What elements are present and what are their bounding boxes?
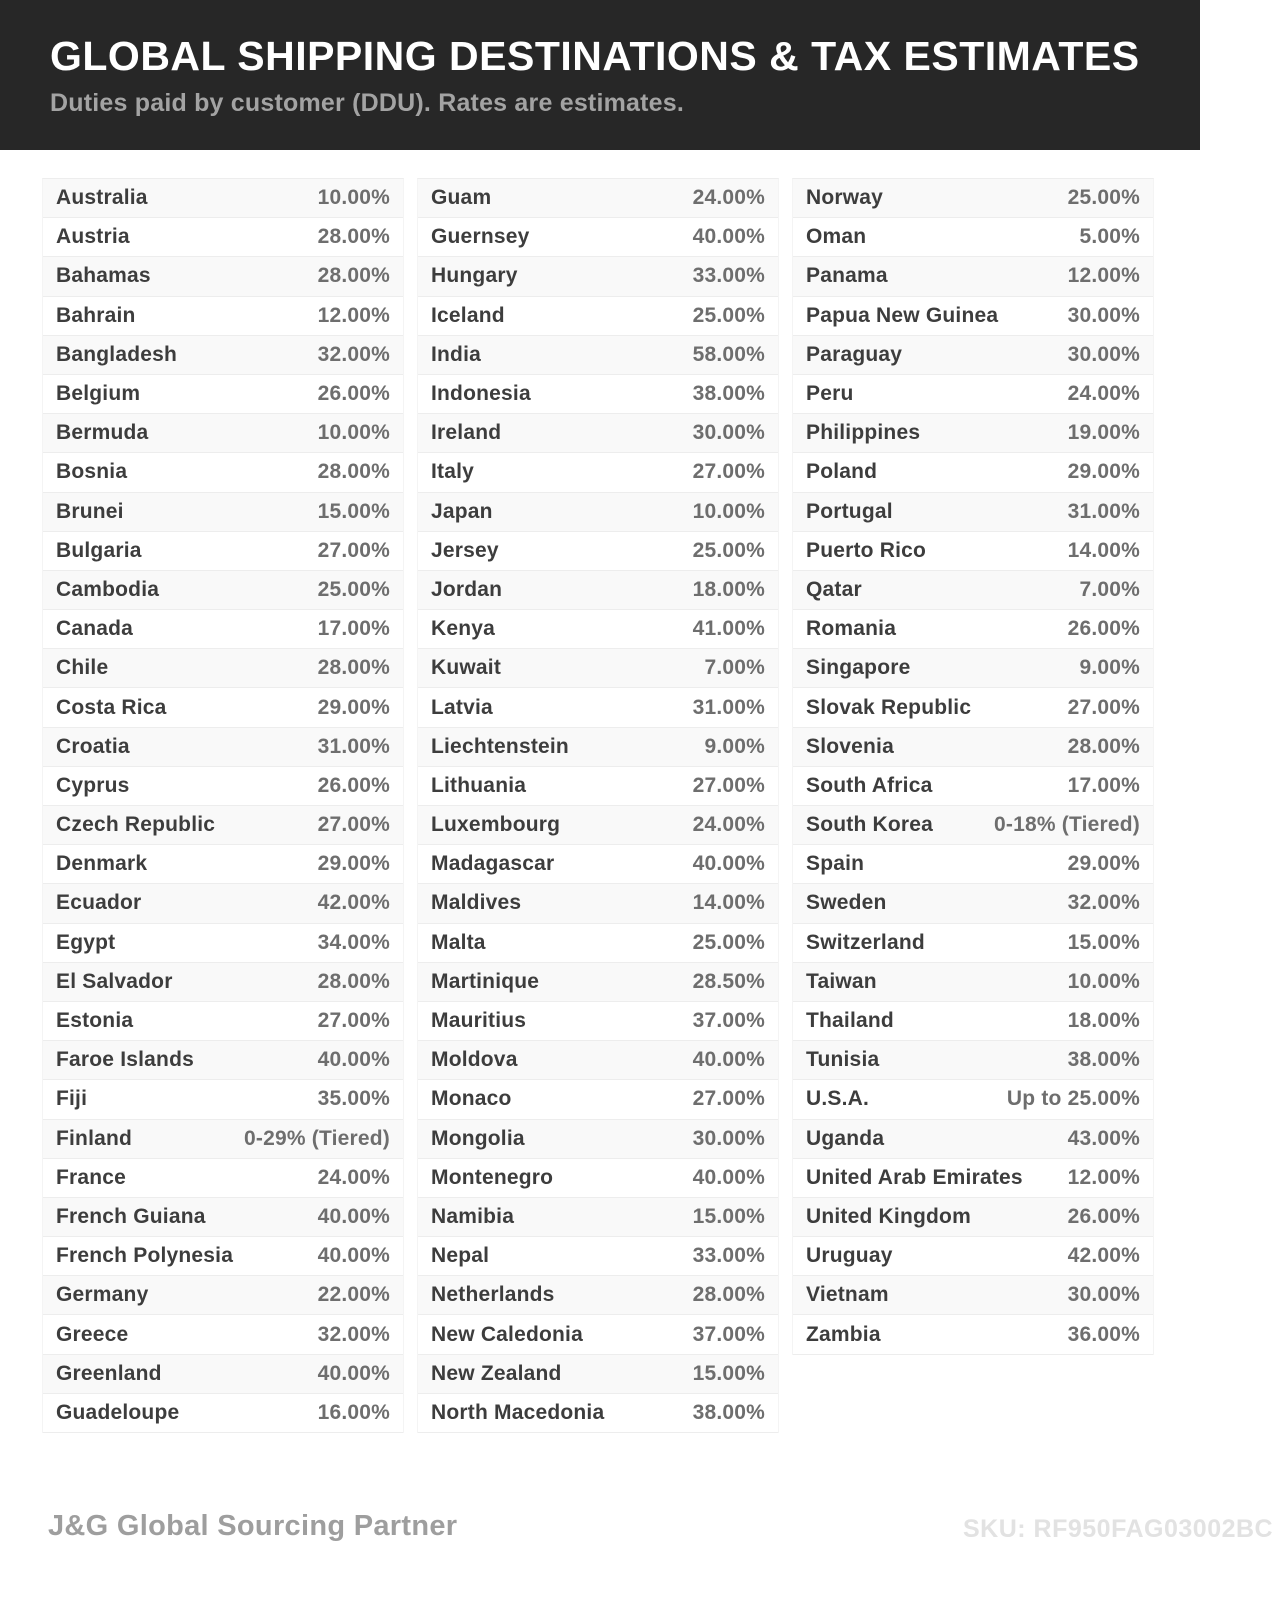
table-row: [418, 1198, 778, 1237]
table-row: [793, 963, 1153, 1002]
country-name: Costa Rica: [56, 695, 167, 719]
tax-rate-value: 41.00%: [692, 617, 765, 641]
country-name: Kuwait: [431, 656, 502, 680]
country-name: Cyprus: [56, 773, 130, 797]
country-name: Papua New Guinea: [806, 303, 999, 327]
country-name: Nepal: [431, 1244, 490, 1268]
tax-rate-value: 40.00%: [692, 225, 765, 249]
table-row: [43, 884, 403, 923]
table-row: [418, 414, 778, 453]
tax-rate-value: 17.00%: [1067, 773, 1140, 797]
page-header: [0, 0, 1200, 150]
country-name: Guadeloupe: [56, 1400, 180, 1424]
tax-rate-value: 24.00%: [692, 186, 765, 210]
table-row: [793, 1159, 1153, 1198]
tax-rate-value: 38.00%: [1067, 1048, 1140, 1072]
table-row: [43, 532, 403, 571]
country-name: Panama: [806, 264, 888, 288]
tax-rate-value: 40.00%: [317, 1244, 390, 1268]
country-name: Peru: [806, 382, 854, 406]
table-row: [43, 336, 403, 375]
tax-rate-value: 58.00%: [692, 342, 765, 366]
table-row: [793, 218, 1153, 257]
country-name: Denmark: [56, 852, 148, 876]
tax-rate-value: 30.00%: [692, 1126, 765, 1150]
tax-rate-value: 12.00%: [317, 303, 390, 327]
table-row: [418, 179, 778, 218]
country-name: Egypt: [56, 930, 116, 954]
table-row: [418, 845, 778, 884]
tax-rate-value: 30.00%: [1067, 303, 1140, 327]
country-name: Slovenia: [806, 734, 894, 758]
country-name: Paraguay: [806, 342, 903, 366]
country-name: Philippines: [806, 421, 921, 445]
tax-rate-value: 15.00%: [692, 1361, 765, 1385]
tax-rate-value: 29.00%: [1067, 852, 1140, 876]
country-name: Netherlands: [431, 1283, 555, 1307]
tax-rate-value: 25.00%: [692, 303, 765, 327]
table-row: [793, 845, 1153, 884]
table-row: [418, 453, 778, 492]
brand-name: J&G Global Sourcing Partner: [48, 1510, 458, 1542]
tax-rate-value: 27.00%: [692, 1087, 765, 1111]
table-row: [43, 1355, 403, 1394]
tax-rate-value: 40.00%: [317, 1361, 390, 1385]
tax-rate-value: 37.00%: [692, 1322, 765, 1346]
table-row: [793, 767, 1153, 806]
tax-rate-value: 28.00%: [317, 969, 390, 993]
country-name: Namibia: [431, 1204, 515, 1228]
table-row: [43, 610, 403, 649]
table-row: [43, 1080, 403, 1119]
country-name: Luxembourg: [431, 813, 561, 837]
tax-rate-value: 15.00%: [317, 499, 390, 523]
country-name: Bulgaria: [56, 538, 142, 562]
country-name: Indonesia: [431, 382, 531, 406]
tax-rate-value: 32.00%: [317, 1322, 390, 1346]
tax-rate-value: 27.00%: [1067, 695, 1140, 719]
country-name: Hungary: [431, 264, 518, 288]
tax-rate-value: 30.00%: [1067, 1283, 1140, 1307]
table-row: [43, 297, 403, 336]
table-row: [43, 1237, 403, 1276]
tax-rate-value: 40.00%: [317, 1204, 390, 1228]
country-name: Czech Republic: [56, 813, 216, 837]
table-row: [793, 610, 1153, 649]
tax-rate-value: 24.00%: [317, 1165, 390, 1189]
tax-rate-value: 40.00%: [692, 1048, 765, 1072]
page-subtitle: Duties paid by customer (DDU). Rates are estimates.: [50, 89, 685, 118]
table-row: [418, 1159, 778, 1198]
table-row: [793, 1315, 1153, 1354]
tax-rate-value: 26.00%: [317, 773, 390, 797]
tax-rate-value: 24.00%: [692, 813, 765, 837]
country-name: North Macedonia: [431, 1400, 605, 1424]
country-name: Moldova: [431, 1048, 518, 1072]
tax-rate-value: 25.00%: [692, 930, 765, 954]
table-row: [418, 688, 778, 727]
table-row: [43, 414, 403, 453]
country-name: United Arab Emirates: [806, 1165, 1023, 1189]
country-name: Mauritius: [431, 1009, 527, 1033]
tax-rate-value: 5.00%: [1079, 225, 1140, 249]
tax-rate-value: 28.00%: [1067, 734, 1140, 758]
tax-rate-value: 29.00%: [317, 852, 390, 876]
tax-rate-value: 40.00%: [692, 1165, 765, 1189]
table-row: [793, 493, 1153, 532]
tax-rate-value: 9.00%: [1079, 656, 1140, 680]
table-row: [793, 806, 1153, 845]
tax-rate-value: 27.00%: [317, 538, 390, 562]
table-row: [793, 1002, 1153, 1041]
tax-rate-value: 0-29% (Tiered): [244, 1126, 390, 1150]
tax-rate-value: 10.00%: [317, 186, 390, 210]
tax-rate-value: 15.00%: [1067, 930, 1140, 954]
country-name: Bermuda: [56, 421, 149, 445]
table-row: [793, 1041, 1153, 1080]
tax-rate-value: 15.00%: [692, 1204, 765, 1228]
country-name: Canada: [56, 617, 134, 641]
country-name: Tunisia: [806, 1048, 880, 1072]
table-row: [43, 218, 403, 257]
tax-rate-value: 7.00%: [1079, 577, 1140, 601]
country-name: Bangladesh: [56, 342, 178, 366]
table-column-2: [417, 178, 779, 1433]
country-name: Malta: [431, 930, 486, 954]
table-row: [418, 1080, 778, 1119]
tax-rate-value: 38.00%: [692, 382, 765, 406]
country-name: Taiwan: [806, 969, 877, 993]
tax-rate-value: 18.00%: [1067, 1009, 1140, 1033]
table-row: [43, 179, 403, 218]
table-row: [418, 532, 778, 571]
tax-rate-value: 26.00%: [1067, 1204, 1140, 1228]
country-name: Lithuania: [431, 773, 527, 797]
table-row: [418, 806, 778, 845]
table-row: [43, 1315, 403, 1354]
tax-rate-value: 24.00%: [1067, 382, 1140, 406]
country-name: Slovak Republic: [806, 695, 972, 719]
tax-rate-value: 16.00%: [317, 1400, 390, 1424]
table-row: [793, 1276, 1153, 1315]
country-name: Ecuador: [56, 891, 142, 915]
tax-rate-value: 28.00%: [317, 264, 390, 288]
table-row: [418, 375, 778, 414]
table-row: [43, 257, 403, 296]
table-row: [793, 414, 1153, 453]
tax-rate-value: 30.00%: [692, 421, 765, 445]
country-name: Bahamas: [56, 264, 151, 288]
country-name: Poland: [806, 460, 878, 484]
tax-rate-value: 12.00%: [1067, 1165, 1140, 1189]
table-row: [418, 1237, 778, 1276]
tax-rate-value: 31.00%: [692, 695, 765, 719]
table-row: [418, 297, 778, 336]
table-column-3: [792, 178, 1154, 1355]
table-row: [418, 571, 778, 610]
tax-rate-value: 42.00%: [317, 891, 390, 915]
table-row: [43, 728, 403, 767]
country-name: Monaco: [431, 1087, 512, 1111]
country-name: Thailand: [806, 1009, 894, 1033]
table-row: [418, 610, 778, 649]
table-row: [793, 1080, 1153, 1119]
tax-rate-value: 25.00%: [692, 538, 765, 562]
tax-rate-value: 33.00%: [692, 1244, 765, 1268]
tax-rate-value: Up to 25.00%: [1006, 1087, 1140, 1111]
table-row: [418, 493, 778, 532]
country-name: Oman: [806, 225, 867, 249]
country-name: Croatia: [56, 734, 130, 758]
country-name: Iceland: [431, 303, 505, 327]
country-name: El Salvador: [56, 969, 173, 993]
country-name: Vietnam: [806, 1283, 889, 1307]
country-name: Faroe Islands: [56, 1048, 194, 1072]
country-name: Switzerland: [806, 930, 925, 954]
table-row: [793, 924, 1153, 963]
table-row: [793, 728, 1153, 767]
tax-rate-value: 43.00%: [1067, 1126, 1140, 1150]
tax-rate-value: 28.00%: [317, 656, 390, 680]
country-name: South Korea: [806, 813, 934, 837]
table-row: [43, 453, 403, 492]
country-name: Sweden: [806, 891, 887, 915]
table-row: [43, 1159, 403, 1198]
table-row: [43, 493, 403, 532]
country-name: Spain: [806, 852, 865, 876]
tax-rate-value: 14.00%: [1067, 538, 1140, 562]
tax-rate-value: 32.00%: [317, 342, 390, 366]
tax-rate-value: 19.00%: [1067, 421, 1140, 445]
country-name: New Zealand: [431, 1361, 562, 1385]
country-name: Greece: [56, 1322, 129, 1346]
country-name: Greenland: [56, 1361, 162, 1385]
table-row: [793, 1198, 1153, 1237]
tax-rate-value: 10.00%: [317, 421, 390, 445]
tax-rate-value: 28.50%: [692, 969, 765, 993]
table-row: [418, 924, 778, 963]
tax-rate-value: 26.00%: [1067, 617, 1140, 641]
table-row: [43, 1394, 403, 1433]
country-name: Cambodia: [56, 577, 160, 601]
table-row: [418, 1394, 778, 1433]
country-name: French Polynesia: [56, 1244, 234, 1268]
country-name: Guam: [431, 186, 492, 210]
tax-rate-value: 42.00%: [1067, 1244, 1140, 1268]
table-column-1: [42, 178, 404, 1433]
country-name: Jordan: [431, 577, 503, 601]
tax-rate-value: 40.00%: [692, 852, 765, 876]
country-name: Mongolia: [431, 1126, 525, 1150]
tax-rate-value: 10.00%: [1067, 969, 1140, 993]
country-name: Chile: [56, 656, 109, 680]
table-row: [793, 257, 1153, 296]
country-name: Madagascar: [431, 852, 555, 876]
table-row: [418, 1355, 778, 1394]
table-row: [793, 375, 1153, 414]
country-name: United Kingdom: [806, 1204, 971, 1228]
country-name: Puerto Rico: [806, 538, 927, 562]
tax-rate-value: 0-18% (Tiered): [994, 813, 1140, 837]
table-row: [418, 1120, 778, 1159]
table-row: [793, 688, 1153, 727]
country-name: French Guiana: [56, 1204, 206, 1228]
tax-rate-table: [42, 178, 1154, 1433]
country-name: Jersey: [431, 538, 499, 562]
table-row: [418, 336, 778, 375]
table-row: [793, 453, 1153, 492]
table-row: [418, 728, 778, 767]
table-row: [43, 1198, 403, 1237]
tax-rate-value: 34.00%: [317, 930, 390, 954]
table-row: [418, 1276, 778, 1315]
tax-rate-value: 25.00%: [317, 577, 390, 601]
table-row: [418, 649, 778, 688]
tax-rate-value: 26.00%: [317, 382, 390, 406]
tax-rate-value: 40.00%: [317, 1048, 390, 1072]
tax-rate-value: 7.00%: [704, 656, 765, 680]
country-name: Ireland: [431, 421, 502, 445]
country-name: Bahrain: [56, 303, 136, 327]
tax-rate-value: 33.00%: [692, 264, 765, 288]
tax-rate-value: 12.00%: [1067, 264, 1140, 288]
table-row: [43, 649, 403, 688]
country-name: Kenya: [431, 617, 496, 641]
tax-rate-value: 27.00%: [317, 1009, 390, 1033]
tax-rate-value: 18.00%: [692, 577, 765, 601]
country-name: Qatar: [806, 577, 862, 601]
table-row: [418, 218, 778, 257]
table-row: [43, 375, 403, 414]
table-row: [418, 963, 778, 1002]
country-name: Romania: [806, 617, 897, 641]
country-name: Brunei: [56, 499, 124, 523]
tax-rate-value: 29.00%: [1067, 460, 1140, 484]
tax-rate-value: 29.00%: [317, 695, 390, 719]
tax-rate-value: 28.00%: [317, 225, 390, 249]
country-name: Montenegro: [431, 1165, 554, 1189]
table-row: [418, 884, 778, 923]
country-name: Belgium: [56, 382, 141, 406]
table-row: [43, 1276, 403, 1315]
country-name: Bosnia: [56, 460, 128, 484]
table-row: [418, 1002, 778, 1041]
table-row: [793, 649, 1153, 688]
tax-rate-value: 28.00%: [692, 1283, 765, 1307]
tax-rate-value: 22.00%: [317, 1283, 390, 1307]
country-name: India: [431, 342, 482, 366]
tax-rate-value: 35.00%: [317, 1087, 390, 1111]
country-name: Estonia: [56, 1009, 134, 1033]
country-name: Singapore: [806, 656, 911, 680]
country-name: South Africa: [806, 773, 933, 797]
table-row: [793, 336, 1153, 375]
table-row: [43, 845, 403, 884]
table-row: [43, 963, 403, 1002]
table-row: [793, 179, 1153, 218]
table-row: [418, 767, 778, 806]
tax-rate-value: 36.00%: [1067, 1322, 1140, 1346]
country-name: Uruguay: [806, 1244, 893, 1268]
table-row: [43, 924, 403, 963]
tax-rate-value: 31.00%: [1067, 499, 1140, 523]
tax-rate-value: 32.00%: [1067, 891, 1140, 915]
country-name: Latvia: [431, 695, 493, 719]
country-name: Liechtenstein: [431, 734, 569, 758]
table-row: [43, 571, 403, 610]
table-row: [793, 297, 1153, 336]
table-row: [43, 767, 403, 806]
tax-rate-value: 27.00%: [317, 813, 390, 837]
tax-rate-value: 9.00%: [704, 734, 765, 758]
country-name: U.S.A.: [806, 1087, 870, 1111]
tax-rate-value: 17.00%: [317, 617, 390, 641]
table-row: [418, 257, 778, 296]
tax-rate-value: 38.00%: [692, 1400, 765, 1424]
country-name: New Caledonia: [431, 1322, 583, 1346]
tax-rate-value: 30.00%: [1067, 342, 1140, 366]
tax-rate-value: 10.00%: [692, 499, 765, 523]
tax-rate-value: 14.00%: [692, 891, 765, 915]
tax-rate-value: 31.00%: [317, 734, 390, 758]
table-row: [43, 1041, 403, 1080]
tax-rate-value: 37.00%: [692, 1009, 765, 1033]
tax-rate-value: 27.00%: [692, 773, 765, 797]
country-name: Martinique: [431, 969, 540, 993]
country-name: Uganda: [806, 1126, 885, 1150]
sku-label: SKU: RF950FAG03002BC: [963, 1515, 1273, 1543]
table-row: [418, 1315, 778, 1354]
country-name: Portugal: [806, 499, 893, 523]
country-name: Finland: [56, 1126, 133, 1150]
country-name: Zambia: [806, 1322, 881, 1346]
country-name: Australia: [56, 186, 148, 210]
table-row: [43, 1002, 403, 1041]
table-row: [418, 1041, 778, 1080]
table-row: [793, 1120, 1153, 1159]
table-row: [43, 1120, 403, 1159]
table-row: [793, 571, 1153, 610]
page-title: GLOBAL SHIPPING DESTINATIONS & TAX ESTIMATES: [50, 33, 1140, 79]
tax-rate-value: 28.00%: [317, 460, 390, 484]
country-name: Norway: [806, 186, 884, 210]
country-name: France: [56, 1165, 127, 1189]
country-name: Maldives: [431, 891, 522, 915]
table-row: [43, 688, 403, 727]
country-name: Germany: [56, 1283, 149, 1307]
table-row: [43, 806, 403, 845]
tax-rate-value: 27.00%: [692, 460, 765, 484]
table-row: [793, 884, 1153, 923]
country-name: Fiji: [56, 1087, 88, 1111]
country-name: Guernsey: [431, 225, 530, 249]
country-name: Austria: [56, 225, 130, 249]
tax-rate-value: 25.00%: [1067, 186, 1140, 210]
table-row: [793, 1237, 1153, 1276]
country-name: Japan: [431, 499, 493, 523]
table-row: [793, 532, 1153, 571]
country-name: Italy: [431, 460, 475, 484]
